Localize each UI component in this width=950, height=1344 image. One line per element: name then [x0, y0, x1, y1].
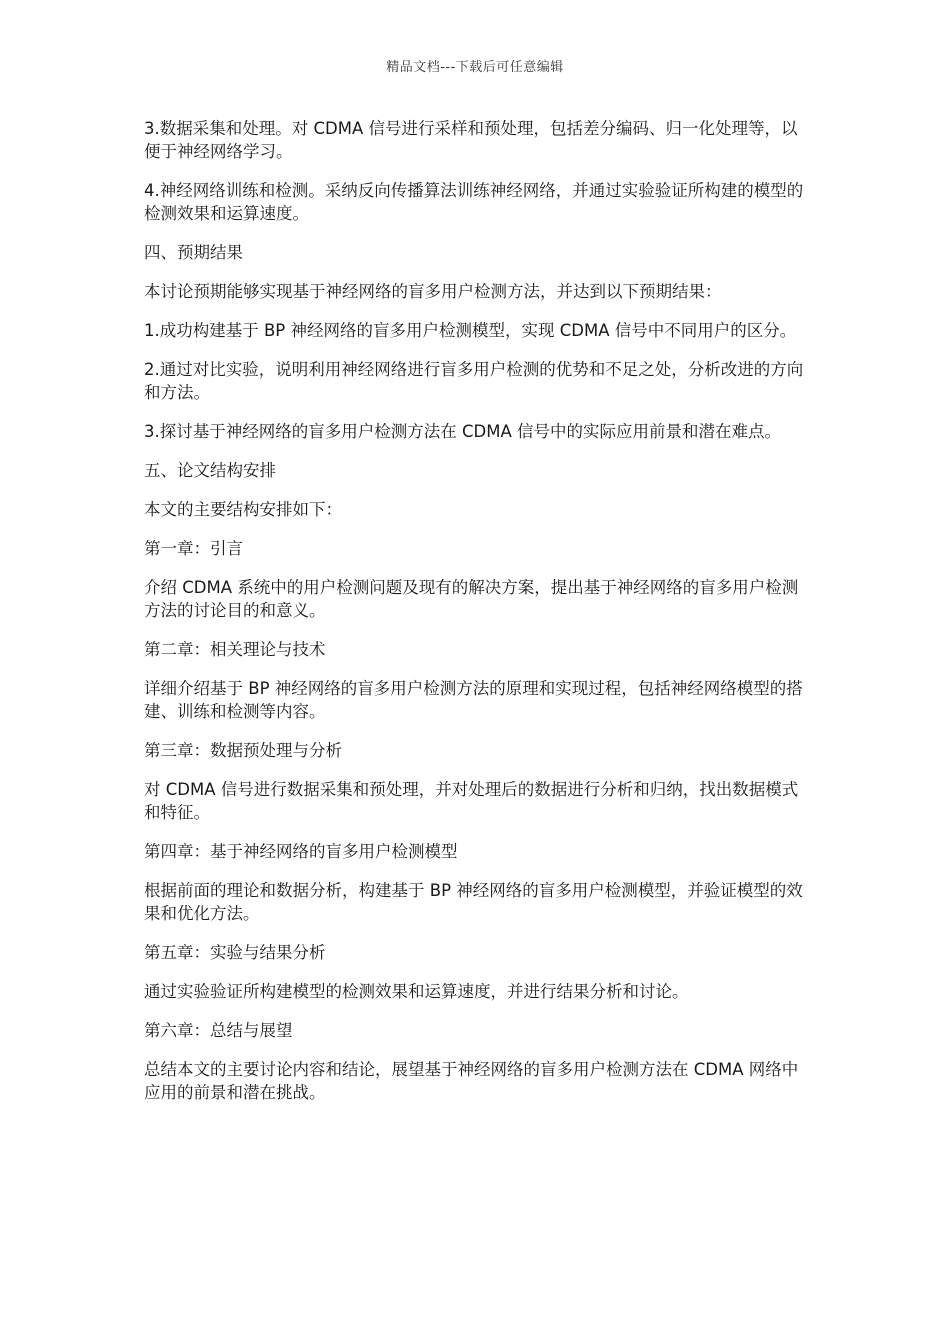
- paragraph-step-4: 4.神经网络训练和检测。采纳反向传播算法训练神经网络，并通过实验验证所构建的模型的检测效果和运算速度。: [144, 181, 804, 223]
- paragraph-result-1: 1.成功构建基于 BP 神经网络的盲多用户检测模型，实现 CDMA 信号中不同用户的区分。: [144, 321, 797, 340]
- chapter-description-3: 对 CDMA 信号进行数据采集和预处理，并对处理后的数据进行分析和归纳，找出数据模式和特征。: [144, 780, 799, 822]
- paragraph-structure-intro: 本文的主要结构安排如下：: [144, 500, 342, 519]
- chapter-description-4: 根据前面的理论和数据分析，构建基于 BP 神经网络的盲多用户检测模型，并验证模型的效果和优化方法。: [144, 881, 803, 923]
- document-body: [144, 117, 812, 1120]
- paragraph-step-3: 3.数据采集和处理。对 CDMA 信号进行采样和预处理，包括差分编码、归一化处理等，以便于神经网络学习。: [144, 119, 798, 161]
- chapter-heading-4: 第四章：基于神经网络的盲多用户检测模型: [144, 842, 458, 861]
- section-heading-expected-results: 四、预期结果: [144, 243, 243, 262]
- chapter-description-2: 详细介绍基于 BP 神经网络的盲多用户检测方法的原理和实现过程，包括神经网络模型的搭建、训练和检测等内容。: [144, 679, 803, 721]
- page-header: 精品文档---下载后可任意编辑: [386, 60, 564, 75]
- chapter-heading-3: 第三章：数据预处理与分析: [144, 741, 342, 760]
- paragraph-expected-intro: 本讨论预期能够实现基于神经网络的盲多用户检测方法，并达到以下预期结果：: [144, 282, 722, 301]
- chapter-description-1: 介绍 CDMA 系统中的用户检测问题及现有的解决方案，提出基于神经网络的盲多用户检测方法的讨论目的和意义。: [144, 578, 799, 620]
- chapter-heading-6: 第六章：总结与展望: [144, 1021, 293, 1040]
- paragraph-result-3: 3.探讨基于神经网络的盲多用户检测方法在 CDMA 信号中的实际应用前景和潜在难点。: [144, 422, 781, 441]
- section-heading-structure: 五、论文结构安排: [144, 461, 276, 480]
- chapter-heading-1: 第一章：引言: [144, 539, 243, 558]
- chapter-heading-2: 第二章：相关理论与技术: [144, 640, 326, 659]
- chapter-heading-5: 第五章：实验与结果分析: [144, 943, 326, 962]
- paragraph-result-2: 2.通过对比实验，说明利用神经网络进行盲多用户检测的优势和不足之处，分析改进的方向和方法。: [144, 360, 804, 402]
- chapter-description-6: 总结本文的主要讨论内容和结论，展望基于神经网络的盲多用户检测方法在 CDMA 网络中应用的前景和潜在挑战。: [144, 1060, 799, 1102]
- chapter-description-5: 通过实验验证所构建模型的检测效果和运算速度，并进行结果分析和讨论。: [144, 982, 689, 1001]
